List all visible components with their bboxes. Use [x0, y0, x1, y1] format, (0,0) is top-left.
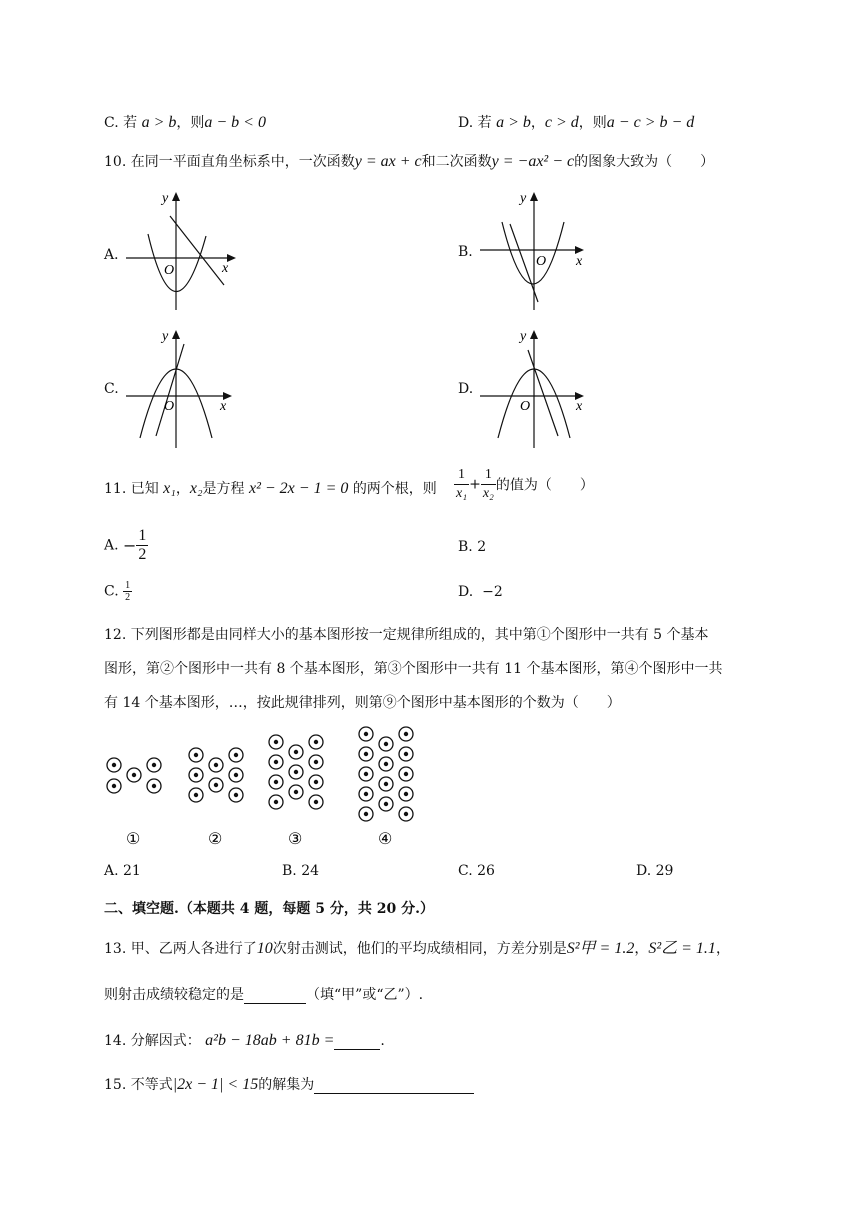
- variance-jia: S²甲 = 1.2: [566, 940, 635, 957]
- option-label: C.: [104, 115, 119, 131]
- q10-stem: [104, 151, 714, 171]
- axis-x-label: x: [222, 261, 229, 276]
- stem-text-1: 在同一平面直角坐标系中，一次函数: [130, 154, 355, 170]
- condition-1: a > b: [496, 114, 531, 131]
- q10-graph-c: [118, 326, 248, 451]
- inequality: |2x − 1| < 15: [172, 1076, 259, 1093]
- option-text: 若: [123, 115, 138, 131]
- q10-option-b-label: B.: [458, 244, 473, 260]
- q9-option-d: D. 若 a > b，c > d，则a − c > b − d: [458, 114, 695, 131]
- axis-x-label: x: [576, 254, 583, 269]
- root-x1: x₁: [163, 480, 176, 497]
- q10-option-c-label: C.: [104, 381, 119, 397]
- q12-option-d: D. 29: [636, 863, 674, 879]
- pattern-figure-3: [269, 735, 323, 809]
- axis-y-label: y: [520, 191, 527, 206]
- axis-y-label: y: [162, 329, 169, 344]
- then-text: ，则: [578, 115, 607, 131]
- result: a − b < 0: [204, 114, 266, 131]
- q11-stem: 11. 已知 x₁，x₂是方程 x² − 2x − 1 = 0 的两个根，则: [104, 480, 437, 497]
- stem-text-1: 已知: [130, 481, 159, 497]
- figure-label-3: ③: [288, 831, 303, 848]
- root-x2: x₂: [189, 480, 203, 497]
- condition-2: c > d: [544, 114, 579, 131]
- origin-label: O: [164, 399, 175, 414]
- stem-text-3: 的图象大致为（ ）: [574, 154, 715, 170]
- axis-y-label: y: [520, 329, 527, 344]
- axis-x-label: x: [220, 399, 227, 414]
- origin-label: O: [520, 399, 531, 414]
- q11-option-a: A. − $\frac{1}{2}$: [104, 527, 147, 563]
- figure-label-2: ②: [208, 831, 223, 848]
- q12-stem-line-1: 12. 下列图形都是由同样大小的基本图形按一定规律所组成的，其中第①个图形中一共有 5 个基本: [104, 627, 709, 643]
- quadratic-function: y = −ax² − c: [491, 153, 575, 170]
- q10-graph-d: [472, 326, 602, 451]
- factor-expression: a²b − 18ab + 81b =: [205, 1032, 335, 1049]
- condition: a > b: [141, 114, 177, 131]
- answer-blank[interactable]: [334, 1033, 380, 1050]
- question-number: 11.: [104, 481, 127, 497]
- linear-function: y = ax + c: [354, 153, 422, 170]
- q13-stem-line-1: 13. 甲、乙两人各进行了10次射击测试，他们的平均成绩相同，方差分别是S²甲 = 1.2，S²乙 = 1.1，: [104, 940, 730, 957]
- option-label: D.: [458, 115, 474, 131]
- q12-option-a: A. 21: [104, 863, 141, 879]
- section-heading: 二、填空题.（本题共 4 题，每题 5 分，共 20 分.）: [104, 901, 434, 917]
- q11-expression: $\frac{1}{\text{x₁}}$ + $\frac{1}{\text{x₂}}$ 的值为（ ）: [456, 467, 594, 501]
- question-number: 10.: [104, 154, 127, 170]
- axis-y-label: y: [162, 191, 169, 206]
- q15-stem: 15. 不等式|2x − 1| < 15的解集为: [104, 1074, 474, 1094]
- q11-option-b: B. 2: [458, 539, 487, 555]
- q10-option-d-label: D.: [458, 381, 474, 397]
- equation: x² − 2x − 1 = 0: [248, 480, 349, 497]
- then-text: ，则: [176, 115, 205, 131]
- figure-label-1: ①: [126, 831, 141, 848]
- pattern-figure-1: [107, 758, 161, 793]
- pattern-figure-2: [189, 748, 243, 802]
- q11-option-c: C. $\frac{1}{2}$: [104, 580, 131, 603]
- option-text: 若: [477, 115, 492, 131]
- q12-pattern-figures: [96, 720, 436, 850]
- q10-option-a-label: A．: [104, 247, 129, 263]
- answer-blank[interactable]: [244, 987, 306, 1004]
- stem-text-3: 的两个根，则: [352, 481, 437, 497]
- q10-graph-a: [118, 188, 248, 313]
- origin-label: O: [536, 254, 547, 269]
- q12-stem-line-2: 图形，第②个图形中一共有 8 个基本图形，第③个图形中一共有 11 个基本图形，第④个图形中一共: [104, 661, 723, 677]
- q12-option-b: B. 24: [282, 863, 320, 879]
- q13-stem-line-2: 则射击成绩较稳定的是 （填“甲”或“乙”）.: [104, 987, 424, 1003]
- q14-stem: 14. 分解因式： a²b − 18ab + 81b = .: [104, 1032, 385, 1049]
- shot-count: 10: [256, 940, 273, 957]
- q12-stem-line-3: 有 14 个基本图形，…，按此规律排列，则第⑨个图形中基本图形的个数为（ ）: [104, 695, 621, 711]
- stem-text-2: 是方程: [202, 481, 245, 497]
- origin-label: O: [164, 263, 175, 278]
- q12-option-c: C. 26: [458, 863, 495, 879]
- q10-graph-b: [472, 188, 602, 313]
- q9-option-c: [104, 112, 266, 132]
- answer-blank[interactable]: [314, 1077, 474, 1094]
- axis-x-label: x: [576, 399, 583, 414]
- stem-text-2: 和二次函数: [421, 154, 492, 170]
- pattern-figure-4: [359, 727, 413, 821]
- variance-yi: S²乙 = 1.1: [648, 940, 716, 957]
- q11-option-d: D. −2: [458, 584, 503, 600]
- figure-label-4: ④: [378, 831, 393, 848]
- result: a − c > b − d: [606, 114, 695, 131]
